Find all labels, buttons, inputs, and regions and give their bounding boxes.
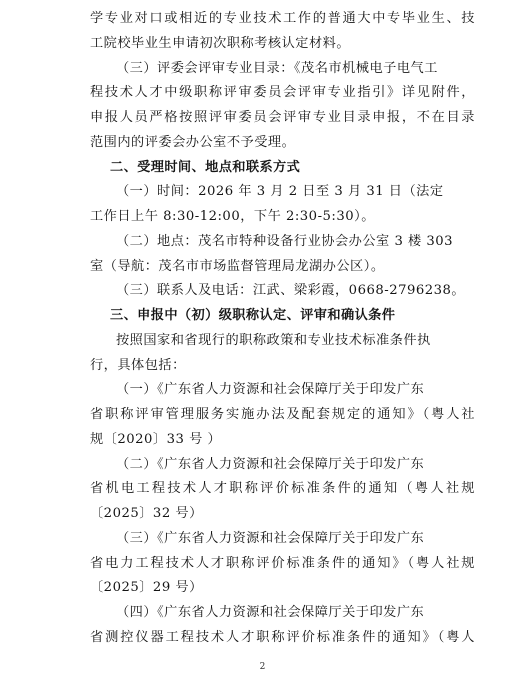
body-line: （二）地点：茂名市特种设备行业协会办公室 3 楼 303 [116, 233, 454, 249]
body-line: 室（导航：茂名市市场监督管理局龙湖办公区）。 [90, 258, 385, 274]
body-line: （一）时间：2026 年 3 月 2 日至 3 月 31 日（法定 [116, 184, 444, 200]
body-line: 规〔2020〕33 号 ） [90, 431, 222, 447]
body-line: （三）联系人及电话：江武、梁彩霞，0668-2796238。 [116, 283, 466, 299]
section-heading-2: 二、受理时间、地点和联系方式 [110, 159, 301, 175]
body-line: （三）《广东省人力资源和社会保障厅关于印发广东 [116, 530, 425, 546]
body-line: 按照国家和省现行的职称政策和专业技术标准条件执 [116, 332, 431, 348]
body-line: 省测控仪器工程技术人才职称评价标准条件的通知》（粤人 [90, 630, 475, 645]
body-line: （一）《广东省人力资源和社会保障厅关于印发广东 [116, 382, 425, 398]
body-line: 范围内的评委会办公室不予受理。 [90, 134, 296, 150]
body-line: 申报人员严格按照评审委员会评审专业目录申报，不在目录 [90, 110, 475, 126]
body-line: 〔2025〕32 号） [90, 506, 203, 522]
page-number: 2 [259, 662, 266, 672]
body-line: 省职称评审管理服务实施办法及配套规定的通知》（粤人社 [90, 407, 475, 423]
body-line: 行，具体包括： [90, 357, 186, 373]
body-line: 学专业对口或相近的专业技术工作的普通大中专毕业生、技 [90, 11, 475, 26]
body-line: （四）《广东省人力资源和社会保障厅关于印发广东 [116, 605, 425, 621]
section-heading-3: 三、申报中（初）级职称认定、评审和确认条件 [110, 308, 396, 324]
body-line: 省电力工程技术人才职称评价标准条件的通知》（粤人社规 [90, 555, 475, 571]
body-line: 程技术人才中级职称评审委员会评审专业指引》详见附件， [90, 85, 475, 101]
body-line: （二）《广东省人力资源和社会保障厅关于印发广东 [116, 456, 425, 472]
body-line: 〔2025〕29 号） [90, 580, 203, 596]
body-line: 工院校毕业生申请初次职称考核认定材料。 [90, 35, 351, 51]
body-line: （三）评委会评审专业目录：《茂名市机械电子电气工 [116, 60, 438, 76]
body-line: 工作日上午 8:30-12:00，下午 2:30-5:30）。 [90, 209, 375, 225]
body-line: 省机电工程技术人才职称评价标准条件的通知（粤人社规 [90, 481, 475, 497]
